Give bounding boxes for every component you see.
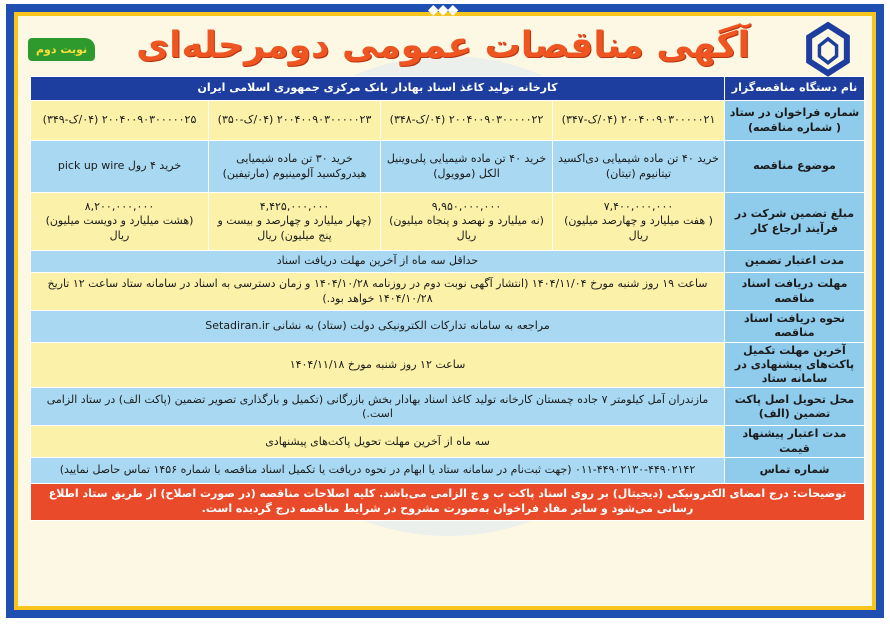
row-value: ساعت ۱۹ روز شنبه مورخ ۱۴۰۴/۱۱/۰۴ (انتشار آگهی نوبت دوم در روزنامه ۱۴۰۴/۱۰/۲۸ و زمان دسترسی به اسناد در سامانه ستاد ساعت ۱۲ تاریخ ۱۴۰۴/۱۰/۲۸ خواهد بود.)	[31, 273, 725, 311]
row-value: حداقل سه ماه از آخرین مهلت دریافت اسناد	[31, 251, 725, 273]
bank-logo-icon	[800, 20, 856, 80]
tender-number: ۲۰۰۴۰۰۹۰۳۰۰۰۰۰۲۳ (۰۴/ک-۳۵۰)	[209, 101, 381, 141]
amount: ۸,۲۰۰,۰۰۰,۰۰۰	[84, 200, 155, 214]
amount: ۹,۹۵۰,۰۰۰,۰۰۰	[431, 200, 502, 214]
row-label: شماره تماس	[725, 458, 865, 484]
table-row	[31, 101, 865, 141]
ad-frame	[6, 4, 884, 618]
row-label: موضوع مناقصه	[725, 141, 865, 193]
amount-words: (نه میلیارد و نهصد و پنجاه میلیون) ریال	[389, 214, 544, 242]
table-row	[31, 193, 865, 251]
row-value: مازندران آمل کیلومتر ۷ جاده چمستان کارخانه تولید کاغذ اسناد بهادار بخش بازرگانی (تکمیل و بارگذاری تصویر تضمین (پاکت الف) در ستاد الزامی است.)	[31, 388, 725, 426]
table-row	[31, 77, 865, 101]
amount-words: ( هفت میلیارد و چهارصد میلیون) ریال	[564, 214, 713, 242]
guarantee-cell	[381, 193, 553, 251]
row-label: نحوه دریافت اسناد مناقصه	[725, 311, 865, 343]
subject-cell: خرید ۳۰ تن ماده شیمیایی هیدروکسید آلومینیوم (مارتیفین)	[209, 141, 381, 193]
tender-number: ۲۰۰۴۰۰۹۰۳۰۰۰۰۰۲۲ (۰۴/ک-۳۴۸)	[381, 101, 553, 141]
table-row	[31, 388, 865, 426]
page-title: آگهی مناقصات عمومی دومرحله‌ای	[136, 25, 750, 66]
amount: ۷,۴۰۰,۰۰۰,۰۰۰	[603, 200, 674, 214]
guarantee-cell	[209, 193, 381, 251]
amount-words: (هشت میلیارد و دویست میلیون) ریال	[45, 214, 194, 242]
guarantee-cell	[31, 193, 209, 251]
row-label: مدت اعتبار پیشنهاد قیمت	[725, 426, 865, 458]
amount-words: (چهار میلیارد و چهارصد و بیست و پنج میلیون) ریال	[217, 214, 372, 242]
table-row	[31, 251, 865, 273]
amount: ۴,۴۲۵,۰۰۰,۰۰۰	[259, 200, 330, 214]
table-row	[31, 426, 865, 458]
organizer-name: کارخانه تولید کاغذ اسناد بهادار بانک مرکزی جمهوری اسلامی ایران	[31, 77, 725, 101]
subject-cell: خرید ۴ رول pick up wire	[31, 141, 209, 193]
row-label: آخرین مهلت تکمیل پاکت‌های پیشنهادی در سامانه ستاد	[725, 342, 865, 388]
guarantee-cell	[553, 193, 725, 251]
round-badge: نوبت دوم	[28, 38, 95, 61]
tender-number: ۲۰۰۴۰۰۹۰۳۰۰۰۰۰۲۱ (۰۴/ک-۳۴۷)	[553, 101, 725, 141]
row-label: مبلغ تضمین شرکت در فرآیند ارجاع کار	[725, 193, 865, 251]
tender-number: ۲۰۰۴۰۰۹۰۳۰۰۰۰۰۲۵ (۰۴/ک-۳۴۹)	[31, 101, 209, 141]
table-row	[31, 311, 865, 343]
ad-body	[18, 2, 872, 606]
row-label: مهلت دریافت اسناد مناقصه	[725, 273, 865, 311]
notes: توضیحات: درج امضای الکترونیکی (دیجیتال) بر روی اسناد پاکت ب و ج الزامی می‌باشد. کلیه اصلاحات مناقصه (در صورت اصلاح) از طریق ستاد اطلاع رسانی می‌شود و سایر مفاد فراخوان به‌صورت مشروح در شرایط مناقصه درج گردیده است.	[31, 484, 865, 521]
row-value: مراجعه به سامانه تدارکات الکترونیکی دولت (ستاد) به نشانی Setadiran.ir	[31, 311, 725, 343]
contact-value: ۰۱۱-۴۴۹۰۲۱۳۰-۴۴۹۰۲۱۴۲ (جهت ثبت‌نام در سامانه ستاد یا ابهام در نحوه دریافت یا تکمیل اسناد مناقصه با شماره ۱۴۵۶ تماس حاصل نمایید)	[31, 458, 725, 484]
subject-cell: خرید ۴۰ تن ماده شیمیایی پلی‌وینیل الکل (موویول)	[381, 141, 553, 193]
row-label: محل تحویل اصل پاکت تضمین (الف)	[725, 388, 865, 426]
table-row	[31, 273, 865, 311]
row-label: نام دستگاه مناقصه‌گزار	[725, 77, 865, 101]
table-row	[31, 342, 865, 388]
subject-cell: خرید ۴۰ تن ماده شیمیایی دی‌اکسید تیتانیوم (تیتان)	[553, 141, 725, 193]
table-row	[31, 141, 865, 193]
row-label: مدت اعتبار تضمین	[725, 251, 865, 273]
notes-row	[31, 484, 865, 521]
ornament: ◆◆◆	[428, 2, 458, 18]
tender-table	[30, 76, 865, 521]
table-row	[31, 458, 865, 484]
row-label: شماره فراخوان در ستاد ( شماره مناقصه)	[725, 101, 865, 141]
row-value: ساعت ۱۲ روز شنبه مورخ ۱۴۰۴/۱۱/۱۸	[31, 342, 725, 388]
row-value: سه ماه از آخرین مهلت تحویل پاکت‌های پیشنهادی	[31, 426, 725, 458]
